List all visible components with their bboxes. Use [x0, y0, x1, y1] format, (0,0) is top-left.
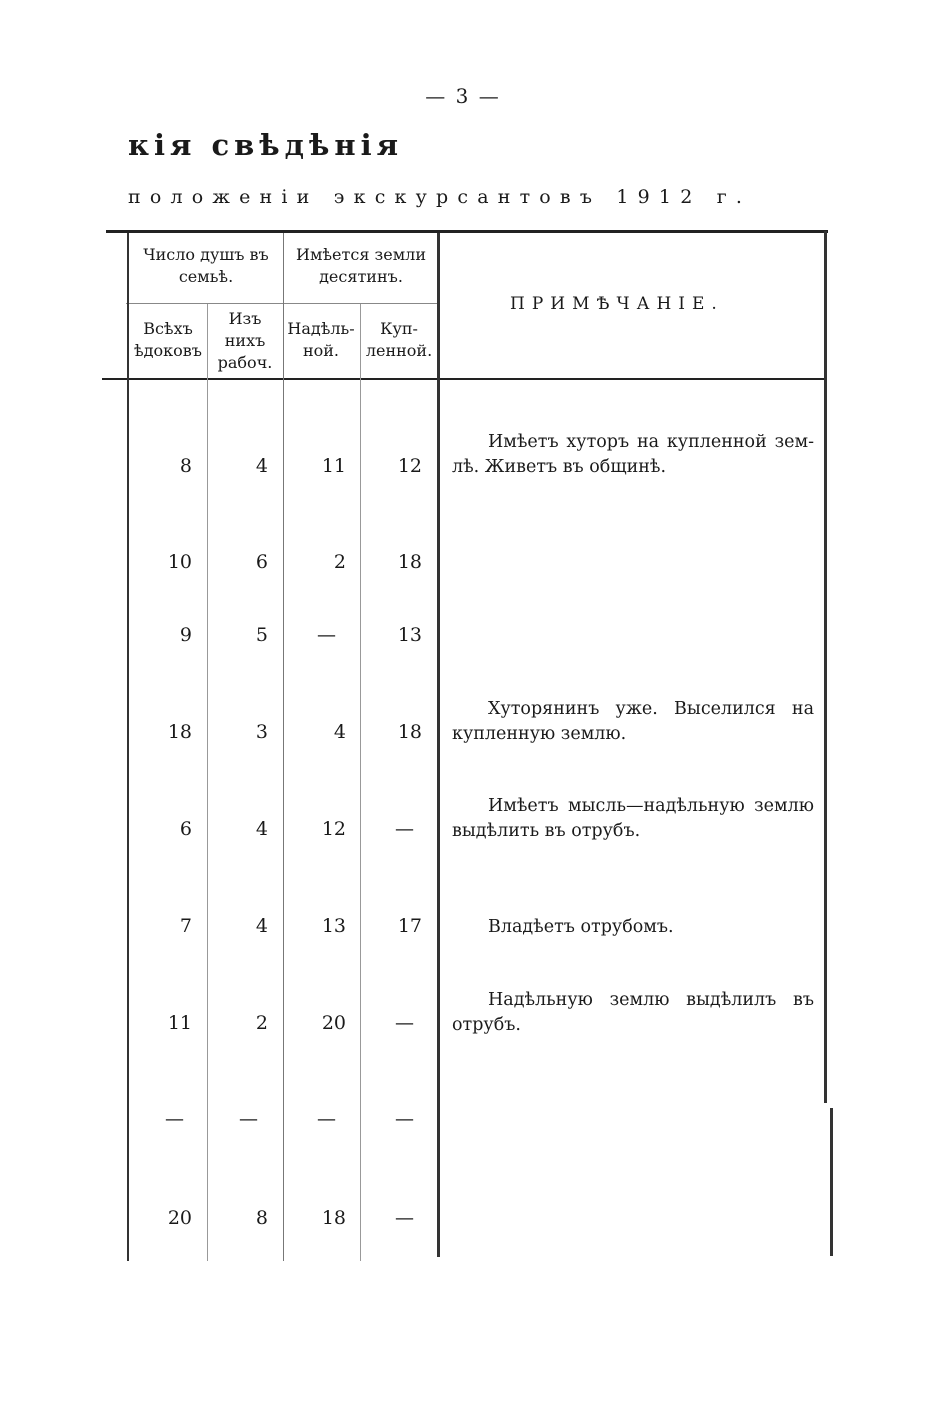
group-header-rule — [126, 303, 438, 304]
header-purchased: Куп-ленной. — [365, 319, 433, 360]
cell-allotted: 11 — [321, 455, 346, 477]
cell-note: Хуторянинъ уже. Выселился на купленную землю. — [452, 699, 814, 744]
cell-purchased: — — [395, 1108, 414, 1130]
page-subtitle: положеніи экскурсантовъ 1912 г. — [128, 186, 752, 208]
cell-purchased: — — [395, 1012, 414, 1034]
page-title: кія свѣдѣнія — [128, 128, 404, 162]
column-divider-2 — [283, 233, 284, 1261]
cell-eaters: 20 — [167, 1207, 192, 1229]
cell-allotted: 13 — [321, 915, 346, 937]
header-land: Имѣется земли десятинъ. — [296, 245, 426, 286]
cell-allotted: 18 — [321, 1207, 346, 1229]
header-eaters: Всѣхъ ѣдоковъ — [134, 319, 202, 360]
cell-purchased: 18 — [397, 721, 422, 743]
cell-allotted: 12 — [321, 818, 346, 840]
cell-workers: — — [239, 1108, 258, 1130]
cell-allotted: — — [317, 1108, 336, 1130]
cell-workers: 4 — [255, 818, 268, 840]
cell-purchased: 17 — [397, 915, 422, 937]
cell-purchased: 12 — [397, 455, 422, 477]
cell-workers: 6 — [255, 551, 268, 573]
cell-purchased: — — [395, 818, 414, 840]
table-left-border — [127, 233, 129, 1261]
table-header-rule — [102, 378, 826, 380]
cell-workers: 2 — [255, 1012, 268, 1034]
cell-workers: 5 — [255, 624, 268, 646]
header-note: ПРИМѢЧАНІЕ. — [510, 294, 724, 314]
cell-workers: 4 — [255, 455, 268, 477]
page-number: — 3 — — [425, 84, 501, 108]
cell-purchased: 13 — [397, 624, 422, 646]
cell-workers: 3 — [255, 721, 268, 743]
cell-note: Владѣетъ отрубомъ. — [488, 917, 674, 937]
cell-purchased: — — [395, 1207, 414, 1229]
cell-purchased: 18 — [397, 551, 422, 573]
cell-eaters: 6 — [179, 818, 192, 840]
cell-eaters: 10 — [167, 551, 192, 573]
cell-allotted: — — [317, 624, 336, 646]
cell-note: Имѣетъ мысль—надѣльную землю выдѣлить въ отрубъ. — [452, 796, 814, 841]
table-right-border-lower — [830, 1108, 833, 1256]
cell-note: Надѣльную землю выдѣлилъ въ отрубъ. — [452, 990, 814, 1035]
cell-eaters: 18 — [167, 721, 192, 743]
cell-allotted: 4 — [333, 721, 346, 743]
cell-workers: 4 — [255, 915, 268, 937]
cell-note: Имѣетъ хуторъ на купленной зем-лѣ. Живетъ въ общинѣ. — [452, 432, 814, 477]
notes-divider — [437, 233, 440, 1257]
cell-workers: 8 — [255, 1207, 268, 1229]
cell-eaters: — — [165, 1108, 184, 1130]
table-right-border — [824, 231, 827, 1103]
cell-eaters: 7 — [179, 915, 192, 937]
header-allotted: Надѣль-ной. — [287, 319, 355, 360]
header-family: Число душъ въ семьѣ. — [143, 245, 269, 286]
table-top-rule — [106, 230, 828, 233]
cell-eaters: 9 — [179, 624, 192, 646]
cell-allotted: 20 — [321, 1012, 346, 1034]
header-workers: Изъ нихъ рабоч. — [217, 309, 273, 372]
cell-eaters: 11 — [167, 1012, 192, 1034]
cell-allotted: 2 — [333, 551, 346, 573]
cell-eaters: 8 — [179, 455, 192, 477]
